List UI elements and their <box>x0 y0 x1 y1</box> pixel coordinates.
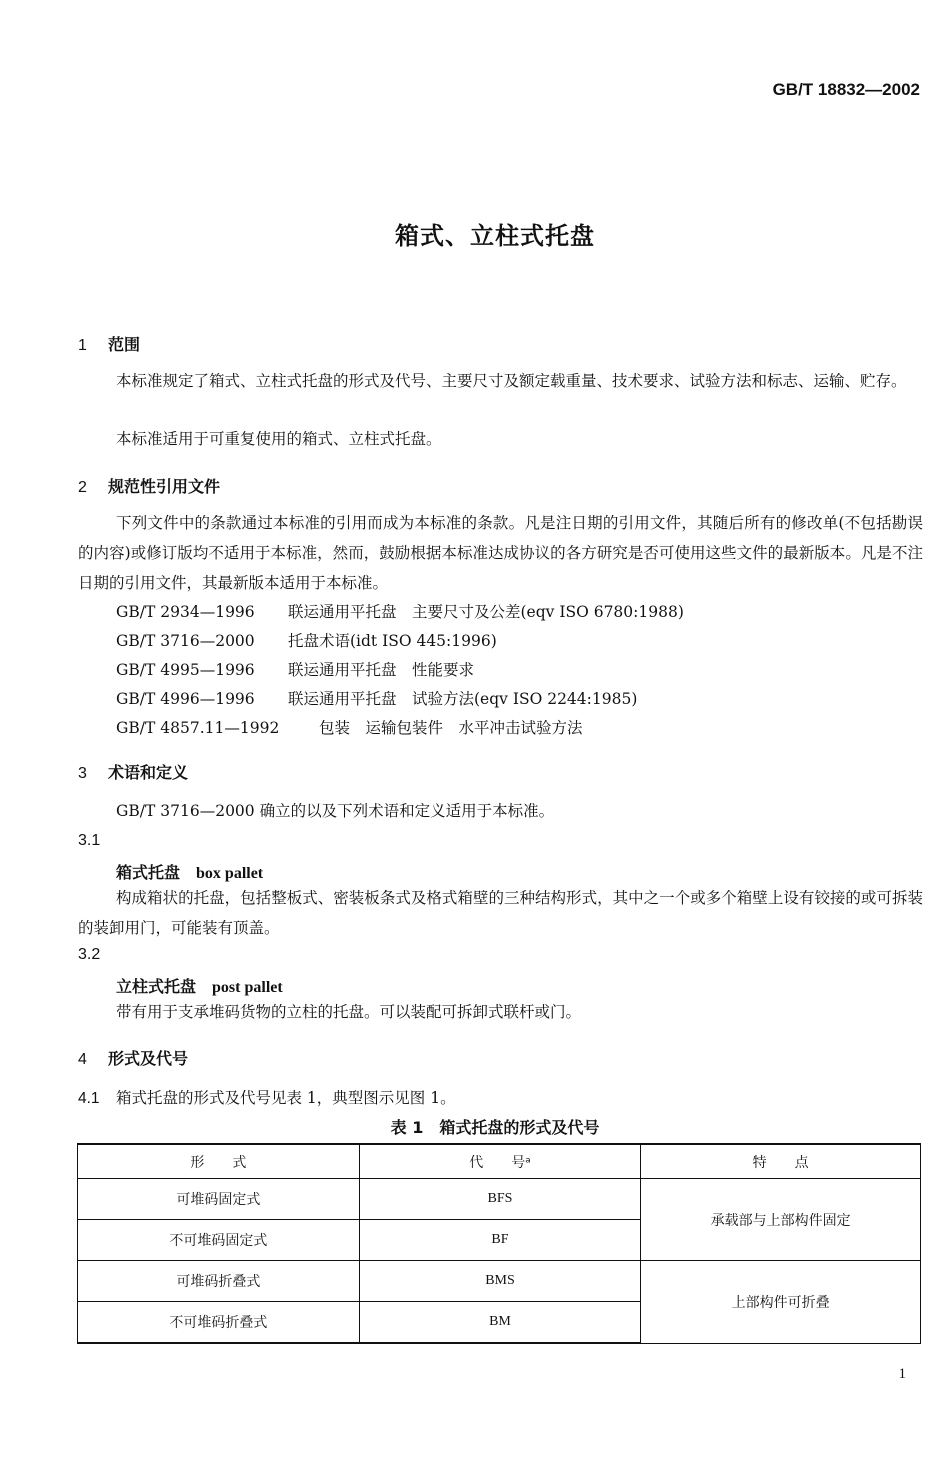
cell-feature: 承载部与上部构件固定 <box>641 1179 921 1261</box>
section-3-heading <box>78 760 188 783</box>
cell-code: BMS <box>359 1261 641 1302</box>
cell-feature: 上部构件可折叠 <box>641 1261 921 1344</box>
section-title: 范围 <box>108 335 141 354</box>
section-1-paragraph-2: 本标准适用于可重复使用的箱式、立柱式托盘。 <box>116 430 442 448</box>
section-3-paragraph: GB/T 3716—2000 确立的以及下列术语和定义适用于本标准。 <box>116 802 555 820</box>
table-row <box>78 1261 921 1302</box>
document-title: 箱式、立柱式托盘 <box>395 222 595 250</box>
term-definition: 带有用于支承堆码货物的立柱的托盘。可以装配可拆卸式联杆或门。 <box>116 1003 582 1021</box>
term-number: 3.1 <box>78 832 101 849</box>
table-caption: 表 1 箱式托盘的形式及代号 <box>390 1118 600 1137</box>
term-definition: 构成箱状的托盘，包括整板式、密装板条式及格式箱壁的三种结构形式，其中之一个或多个箱壁上设有铰接的或可拆装的装卸用门，可能装有顶盖。 <box>78 889 923 937</box>
form-code-table <box>77 1143 921 1344</box>
section-number: 3 <box>78 765 87 782</box>
section-2-paragraph: 下列文件中的条款通过本标准的引用而成为本标准的条款。凡是注日期的引用文件，其随后所有的修改单(不包括勘误的内容)或修订版均不适用于本标准，然而，鼓励根据本标准达成协议的各方研究是否可使用这些文件的最新版本。凡是不注日期的引用文件，其最新版本适用于本标准。 <box>78 514 923 592</box>
reference-item <box>116 658 474 680</box>
term-name-cn: 立柱式托盘 <box>116 977 197 996</box>
cell-code: BM <box>359 1302 641 1344</box>
term-number: 3.2 <box>78 946 101 963</box>
page-number: 1 <box>898 1366 906 1382</box>
section-1-heading <box>78 332 140 355</box>
term-name-en: box pallet <box>196 865 264 882</box>
reference-title: 联运通用平托盘 主要尺寸及公差(eqv ISO 6780:1988) <box>288 603 684 621</box>
cell-code: BFS <box>359 1179 641 1220</box>
section-number: 4 <box>78 1051 87 1068</box>
reference-code: GB/T 4996—1996 <box>116 690 255 708</box>
reference-title: 托盘术语(idt ISO 445:1996) <box>288 632 497 650</box>
reference-code: GB/T 2934—1996 <box>116 603 255 621</box>
reference-title: 包装 运输包装件 水平冲击试验方法 <box>319 719 583 737</box>
cell-form: 可堆码折叠式 <box>78 1261 360 1302</box>
reference-code: GB/T 4995—1996 <box>116 661 255 679</box>
section-4-heading <box>78 1046 188 1069</box>
standard-number: GB/T 18832—2002 <box>772 80 920 99</box>
section-2-heading <box>78 474 220 497</box>
section-title: 规范性引用文件 <box>108 477 221 496</box>
section-1-paragraph-1: 本标准规定了箱式、立柱式托盘的形式及代号、主要尺寸及额定载重量、技术要求、试验方法和标志、运输、贮存。 <box>116 372 907 390</box>
clause-number: 4.1 <box>78 1090 100 1107</box>
cell-form: 可堆码固定式 <box>78 1179 360 1220</box>
reference-title: 联运通用平托盘 试验方法(eqv ISO 2244:1985) <box>288 690 638 708</box>
reference-item <box>116 687 637 709</box>
clause-4-1 <box>78 1086 456 1108</box>
reference-item <box>116 600 684 622</box>
reference-code: GB/T 4857.11—1992 <box>116 719 280 737</box>
reference-code: GB/T 3716—2000 <box>116 632 255 650</box>
cell-form: 不可堆码折叠式 <box>78 1302 360 1344</box>
section-number: 2 <box>78 479 87 496</box>
header-feature: 特 点 <box>641 1144 921 1179</box>
reference-title: 联运通用平托盘 性能要求 <box>288 661 475 679</box>
term-name-cn: 箱式托盘 <box>116 863 181 882</box>
header-form: 形 式 <box>78 1144 360 1179</box>
section-title: 术语和定义 <box>108 763 189 782</box>
term-name-en: post pallet <box>212 979 283 996</box>
clause-text: 箱式托盘的形式及代号见表 1，典型图示见图 1。 <box>116 1089 456 1107</box>
cell-code: BF <box>359 1220 641 1261</box>
term-name <box>116 860 263 883</box>
reference-item <box>116 629 497 651</box>
section-title: 形式及代号 <box>108 1049 189 1068</box>
header-code: 代 号ᵃ <box>359 1144 641 1179</box>
cell-form: 不可堆码固定式 <box>78 1220 360 1261</box>
term-name <box>116 974 283 997</box>
section-number: 1 <box>78 337 87 354</box>
table-row <box>78 1179 921 1220</box>
reference-item <box>116 716 583 738</box>
table-header-row <box>78 1144 921 1179</box>
